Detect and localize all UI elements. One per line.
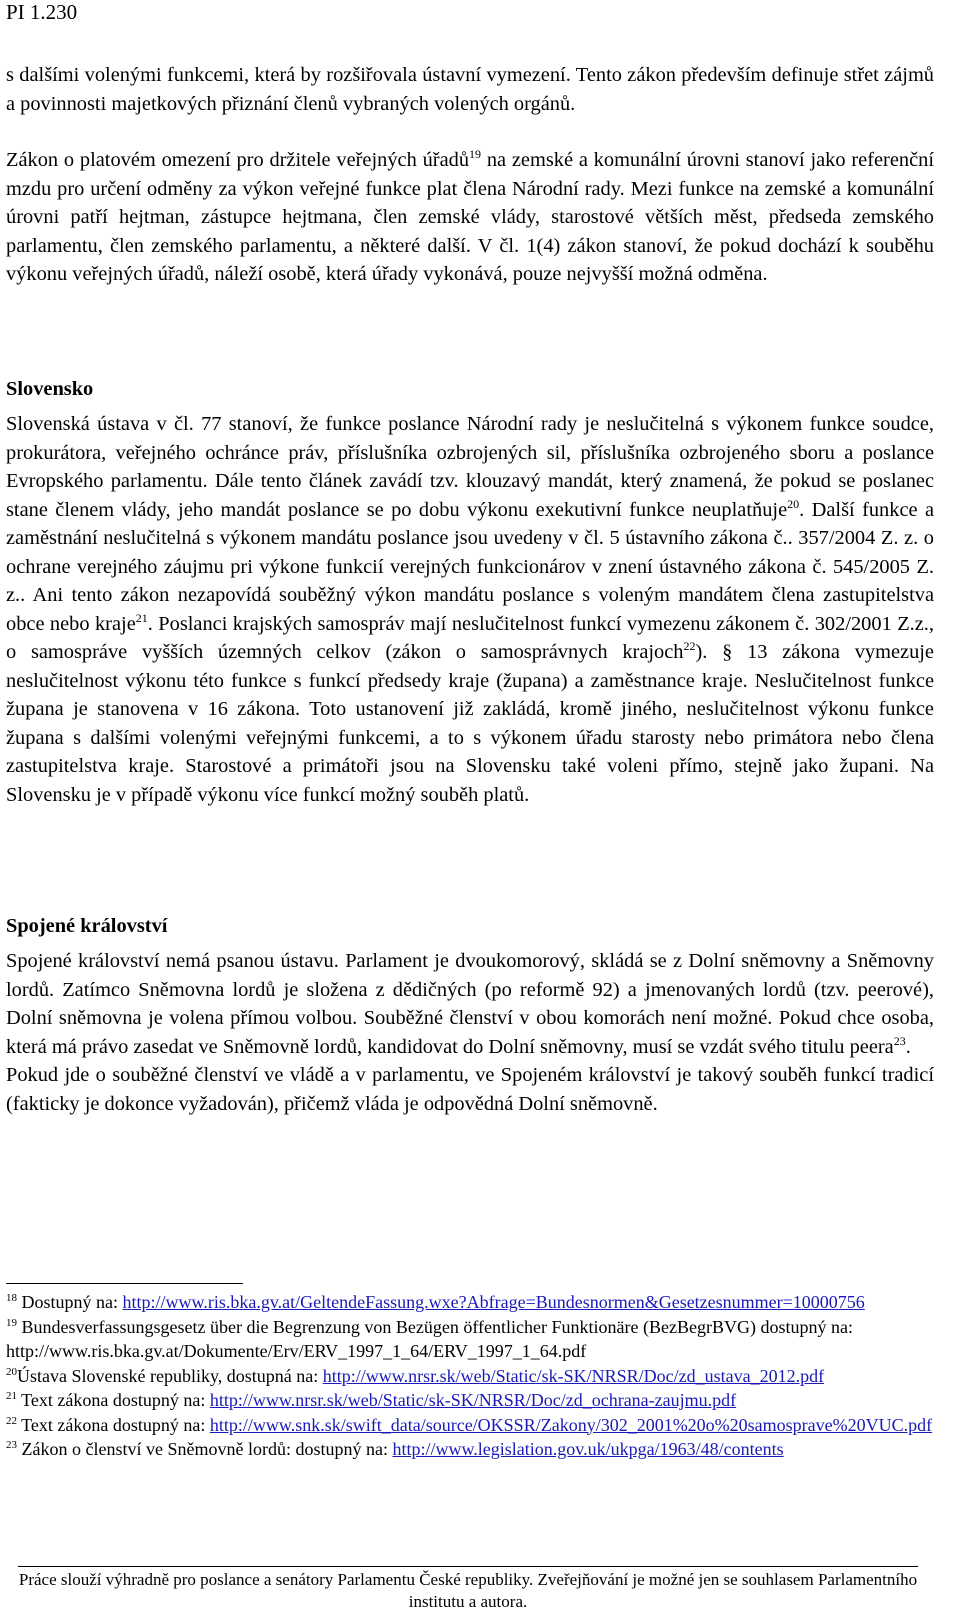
footnote-21: $^{21}$ Text zákona dostupný na: http://www.nrsr.sk/web/Static/sk-SK/NRSR/Doc/zd_ochrana-zaujmu.pdf [6, 1390, 737, 1410]
footnotes [6, 1290, 946, 1462]
heading-slovensko: Slovensko [6, 378, 94, 400]
footnote-22: $^{22}$ Text zákona dostupný na: http://www.snk.sk/swift_data/source/OKSSR/Zakony/302_2001%20o%20samosprave%20VUC.pdf [6, 1414, 933, 1435]
uk-section [6, 947, 934, 1118]
footnote-ref-22: 22 [683, 639, 696, 654]
footnote-20: $^{20}$Ústava Slovenské republiky, dostupná na: http://www.nrsr.sk/web/Static/sk-SK/NRSR/Doc/zd_ustava_2012.pdf [6, 1365, 825, 1386]
footnote-19: $^{19}$ Bundesverfassungsgesetz über die Begrenzung von Bezügen öffentlicher Funktionäre (BezBegrBVG) dostupný na: http://www.ris.bka.gv.at/Dokumente/Erv/ERV_1997_1_64/ERV_1997_1_64.pdf [6, 1316, 853, 1361]
footnote-23: $^{23}$ Zákon o členství ve Sněmovně lordů: dostupný na: http://www.legislation.gov.uk/ukpga/1963/48/contents [6, 1439, 784, 1459]
uk-paragraph-2: Pokud jde o souběžné členství ve vládě a v parlamentu, ve Spojeném království je takový souběh funkcí tradicí (fakticky je dokonce vyžadován), přičemž vláda je odpovědná Dolní sněmovně. [6, 1064, 934, 1115]
footnote-18: $^{18}$ Dostupný na: http://www.ris.bka.gv.at/GeltendeFassung.wxe?Abfrage=Bundesnormen&Gesetzesnummer=10000756 [6, 1292, 865, 1312]
footnote-21-link[interactable]: http://www.nrsr.sk/web/Static/sk-SK/NRSR/Doc/zd_ochrana-zaujmu.pdf [209, 1390, 737, 1410]
slovensko-paragraph: Slovenská ústava v čl. 77 stanoví, že funkce poslance Národní rady je neslučitelná s výkonem funkce soudce, prokurátora, veřejného ochránce práv, příslušníka ozbrojených sil, příslušníka ozbrojeného sboru a poslance Evropského parlamentu. Dále tento článek zavádí tzv. klouzavý mandát, který znamená, že pokud se poslanec stane členem vlády, jeho mandát poslance se po dobu výkonu exekutivní funkce neuplatňuje$^{20}$. Další funkce a zaměstnání neslučitelná s výkonem mandátu poslance jsou uvedeny v čl. 5 ústavního zákona č.. 357/2004 Z. z. o ochrane verejného záujmu pri výkone funkcií verejných funkcionárov v znení ústavného zákona č. 545/2005 Z. z.. Ani tento zákon nezapovídá souběžný výkon mandátu poslance s voleným mandátem člena zastupitelstva obce nebo kraje$^{21}$. Poslanci krajských samospráv mají neslučitelnost funkcí vymezenu zákonem č. 302/2001 Z.z., o samospráve vyšších územných celkov (zákon o samosprávnych krajoch$^{22}$). § 13 zákona vymezuje neslučitelnost výkonu této funkce s funkcí předsedy kraje (župana) a zaměstnance kraje. Neslučitelnost funkce župana je stanovena v 16 zákona. Toto ustanovení již zakládá, kromě jiného, neslučitelnost výkonu funkce župana s dalšími volenými veřejnými funkcemi, a to s výkonem úřadu starosty nebo primátora nebo člena zastupitelstva kraje. Starostové a primátoři jsou na Slovensku také voleni přímo, stejně jako župani. Na Slovensku je v případě výkonu více funkcí možný souběh platů. [6, 413, 934, 806]
footnote-22-link[interactable]: http://www.snk.sk/swift_data/source/OKSSR/Zakony/302_2001%20o%20samosprave%20VUC.pdf [209, 1414, 933, 1435]
page-id: PI 1.230 [6, 0, 78, 24]
uk-paragraph-1: Spojené království nemá psanou ústavu. Parlament je dvoukomorový, skládá se z Dolní sněmovny a Sněmovny lordů. Zatímco Sněmovna lordů je složena z dědičných (po reformě 92) a jmenovaných lordů (tzv. peerové), Dolní sněmovna je volena přímou volbou. Souběžné členství v obou komorách není možné. Pokud chce osoba, která má právo zasedat ve Sněmovně lordů, kandidovat do Dolní sněmovny, musí se vzdát svého titulu peera$^{23}$. [6, 950, 934, 1058]
footnote-ref-21: 21 [135, 610, 148, 625]
footer-notice: Práce slouží výhradně pro poslance a senátory Parlamentu České republiky. Zveřejňování je možné jen se souhlasem Parlamentního institutu a autora. [18, 1570, 918, 1611]
heading-uk: Spojené království [6, 915, 168, 937]
footnote-separator [6, 1283, 243, 1284]
footnote-ref-23: 23 [893, 1033, 906, 1048]
footnote-ref-19: 19 [469, 147, 482, 162]
intro-section [6, 61, 934, 289]
intro-paragraph-2: Zákon o platovém omezení pro držitele veřejných úřadů$^{19}$ na zemské a komunální úrovni stanoví jako referenční mzdu pro určení odměny za výkon veřejné funkce plat člena Národní rady. Mezi funkce na zemské a komunální úrovni patří hejtman, zástupce hejtmana, člen zemské vlády, starostové větších měst, předseda zemského parlamentu, člen zemského parlamentu, a některé další. V čl. 1(4) zákon stanoví, že pokud dochází k souběhu výkonu veřejných úřadů, náleží osobě, která úřady vykonává, pouze nejvyšší možná odměna. [6, 147, 935, 285]
footnote-20-link[interactable]: http://www.nrsr.sk/web/Static/sk-SK/NRSR/Doc/zd_ustava_2012.pdf [322, 1365, 825, 1386]
footnote-18-link[interactable]: http://www.ris.bka.gv.at/GeltendeFassung.wxe?Abfrage=Bundesnormen&Gesetzesnummer=10000756 [122, 1292, 865, 1312]
footnote-23-link[interactable]: http://www.legislation.gov.uk/ukpga/1963/48/contents [392, 1439, 784, 1459]
footnote-ref-20: 20 [787, 496, 800, 511]
slovensko-section [6, 410, 934, 809]
footer-separator [18, 1566, 918, 1567]
intro-paragraph-1: s dalšími volenými funkcemi, která by rozšiřovala ústavní vymezení. Tento zákon především definuje střet zájmů a povinnosti majetkových přiznání členů vybraných volených orgánů. [6, 64, 934, 115]
